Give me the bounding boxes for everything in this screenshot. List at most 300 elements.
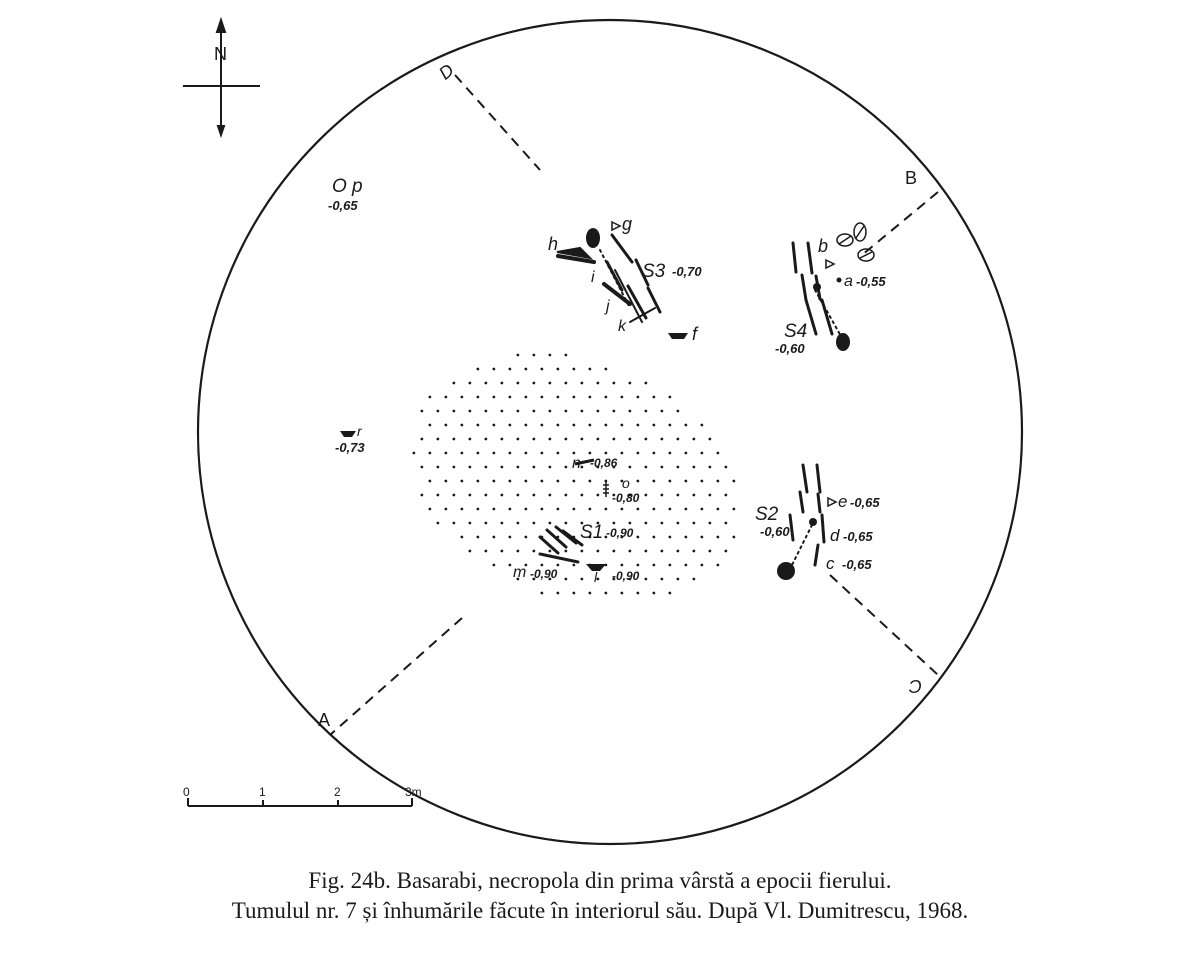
fragment-o	[603, 482, 609, 497]
stipple-dot	[612, 382, 615, 385]
stipple-dot	[484, 382, 487, 385]
stipple-dot	[548, 522, 551, 525]
find-a-dot	[837, 278, 842, 283]
burial-depth-s3: -0,70	[672, 264, 702, 279]
stipple-dot	[548, 438, 551, 441]
burial-depth-s2: -0,60	[760, 524, 790, 539]
stipple-dot	[660, 438, 663, 441]
stipple-dot	[548, 550, 551, 553]
stipple-dot	[628, 466, 631, 469]
stipple-dot	[684, 564, 687, 567]
stipple-dot	[564, 522, 567, 525]
stipple-dot	[700, 564, 703, 567]
stipple-dot	[692, 494, 695, 497]
stipple-dot	[476, 536, 479, 539]
stipple-dot	[572, 368, 575, 371]
stipple-dot	[732, 536, 735, 539]
stipple-dot	[676, 466, 679, 469]
stipple-dot	[556, 424, 559, 427]
stipple-dot	[604, 592, 607, 595]
stipple-dot	[644, 494, 647, 497]
stipple-dot	[620, 508, 623, 511]
find-label-f: f	[692, 324, 698, 344]
stipple-dot	[676, 494, 679, 497]
stipple-dot	[596, 382, 599, 385]
stipple-dot	[508, 508, 511, 511]
burial-label-s1: S1	[580, 522, 604, 543]
stipple-dot	[460, 508, 463, 511]
stipple-dot	[540, 508, 543, 511]
stipple-dot	[532, 438, 535, 441]
stipple-dot	[628, 550, 631, 553]
stipple-dot	[652, 424, 655, 427]
skeleton-s1	[540, 527, 582, 562]
stipple-dot	[564, 410, 567, 413]
section-line-d	[455, 75, 540, 170]
stipple-dot	[460, 424, 463, 427]
stipple-dot	[572, 452, 575, 455]
stipple-dot	[508, 536, 511, 539]
burial-label-s4: S4	[784, 321, 808, 342]
stipple-dot	[580, 550, 583, 553]
stipple-dot	[596, 438, 599, 441]
stipple-dot	[524, 480, 527, 483]
stipple-dot	[444, 508, 447, 511]
section-label-b: B	[905, 168, 918, 188]
stipple-dot	[444, 480, 447, 483]
stipple-dot	[644, 550, 647, 553]
stipple-dot	[516, 466, 519, 469]
vessel-f-icon	[668, 333, 688, 339]
section-line-b	[862, 192, 938, 255]
stipple-dot	[468, 494, 471, 497]
stipple-dot	[588, 424, 591, 427]
stipple-dot	[556, 480, 559, 483]
stipple-dot	[468, 522, 471, 525]
stipple-dot	[580, 438, 583, 441]
caption-line-1: Fig. 24b. Basarabi, necropola din prima vârstă a epocii fierului.	[308, 868, 892, 893]
find-label-c: c	[826, 554, 835, 573]
stipple-dot	[588, 508, 591, 511]
stipple-dot	[428, 508, 431, 511]
stipple-dot	[532, 494, 535, 497]
stipple-dot	[516, 550, 519, 553]
stipple-dot	[572, 592, 575, 595]
find-label-b: b	[818, 236, 829, 256]
stipple-dot	[532, 522, 535, 525]
stipple-dot	[564, 438, 567, 441]
stipple-dot	[468, 466, 471, 469]
triangle-g-icon	[612, 222, 620, 230]
stipple-dot	[644, 410, 647, 413]
find-label-g: g	[622, 214, 633, 234]
vessel-r-icon	[340, 431, 356, 437]
stipple-dot	[716, 508, 719, 511]
stipple-dot	[500, 522, 503, 525]
stipple-dot	[508, 368, 511, 371]
stipple-dot	[636, 592, 639, 595]
stipple-dot	[572, 396, 575, 399]
stipple-dot	[492, 396, 495, 399]
stipple-dot	[716, 536, 719, 539]
stipple-dot	[708, 438, 711, 441]
stipple-dot	[556, 452, 559, 455]
north-arrow-icon	[183, 20, 260, 135]
find-depth-c: -0,65	[842, 557, 872, 572]
stipple-dot	[724, 550, 727, 553]
stipple-dot	[668, 396, 671, 399]
stipple-dot	[540, 480, 543, 483]
stipple-dot	[524, 452, 527, 455]
scale-tick-3: 3m	[405, 785, 422, 799]
stipple-dot	[604, 368, 607, 371]
stipple-dot	[612, 438, 615, 441]
stipple-dot	[420, 494, 423, 497]
hatched-stones-icon	[837, 223, 874, 261]
stipple-dot	[492, 452, 495, 455]
stipple-dot	[596, 494, 599, 497]
burial-depth-s4: -0,60	[775, 341, 805, 356]
stipple-dot	[428, 424, 431, 427]
stipple-dot	[716, 452, 719, 455]
stipple-dot	[596, 550, 599, 553]
stipple-dot	[476, 424, 479, 427]
find-depth-o: -0,80	[612, 491, 640, 505]
stipple-dot	[668, 536, 671, 539]
stipple-dot	[676, 578, 679, 581]
stipple-dot	[692, 466, 695, 469]
find-depth-d: -0,65	[843, 529, 873, 544]
stipple-dot	[612, 550, 615, 553]
stipple-dot	[548, 382, 551, 385]
stipple-dot	[708, 466, 711, 469]
stipple-dot	[492, 508, 495, 511]
stipple-dot	[612, 522, 615, 525]
stipple-dot	[540, 368, 543, 371]
stipple-dot	[420, 410, 423, 413]
stipple-dot	[572, 564, 575, 567]
stipple-dot	[516, 354, 519, 357]
stipple-dot	[540, 564, 543, 567]
stipple-dot	[692, 522, 695, 525]
stipple-dot	[484, 466, 487, 469]
stipple-dot	[452, 494, 455, 497]
stipple-dot	[724, 494, 727, 497]
stipple-dot	[508, 480, 511, 483]
stipple-dot	[732, 508, 735, 511]
stipple-dot	[644, 438, 647, 441]
stipple-dot	[484, 494, 487, 497]
stipple-dot	[468, 438, 471, 441]
stipple-dot	[612, 410, 615, 413]
stipple-dot	[444, 396, 447, 399]
stipple-dot	[644, 522, 647, 525]
skeleton-s2	[777, 465, 824, 580]
find-label-d: d	[830, 526, 840, 545]
stipple-dot	[652, 564, 655, 567]
stipple-dot	[540, 592, 543, 595]
stipple-dot	[572, 424, 575, 427]
stipple-dot	[572, 508, 575, 511]
burial-depth-s1: -0,90	[606, 526, 634, 540]
scale-bar	[188, 798, 412, 806]
stipple-dot	[500, 494, 503, 497]
stipple-dot	[524, 424, 527, 427]
stipple-dot	[444, 452, 447, 455]
stipple-dot	[508, 564, 511, 567]
stipple-dot	[620, 396, 623, 399]
stipple-dot	[628, 438, 631, 441]
stipple-dot	[428, 480, 431, 483]
stipple-dot	[588, 592, 591, 595]
stipple-dot	[692, 550, 695, 553]
stipple-dot	[476, 480, 479, 483]
stipple-dot	[660, 578, 663, 581]
stipple-dot	[500, 438, 503, 441]
stipple-dot	[644, 578, 647, 581]
stipple-dot	[716, 480, 719, 483]
stipple-dot	[452, 410, 455, 413]
burial-label-s3: S3	[642, 261, 666, 282]
stipple-dot	[692, 438, 695, 441]
stipple-dot	[516, 410, 519, 413]
stipple-dot	[412, 452, 415, 455]
stipple-dot	[500, 550, 503, 553]
find-label-m: m	[513, 564, 527, 581]
stipple-dot	[508, 424, 511, 427]
stipple-dot	[620, 564, 623, 567]
find-label-h: h	[548, 234, 559, 254]
find-label-j: j	[606, 298, 610, 315]
triangle-e-icon	[828, 498, 836, 506]
stipple-dot	[676, 550, 679, 553]
stipple-dot	[588, 396, 591, 399]
stipple-dot	[564, 354, 567, 357]
stipple-dot	[700, 536, 703, 539]
stipple-dot	[540, 396, 543, 399]
stipple-dot	[620, 592, 623, 595]
stipple-dot	[636, 424, 639, 427]
find-label-p: O p	[332, 176, 363, 197]
find-label-l: l	[594, 569, 598, 585]
triangle-b-icon	[826, 260, 834, 268]
stipple-dot	[516, 382, 519, 385]
stipple-dot	[708, 494, 711, 497]
stipple-dot	[684, 424, 687, 427]
stipple-dot	[636, 396, 639, 399]
stipple-dot	[660, 522, 663, 525]
dotted-area	[412, 354, 735, 595]
stipple-dot	[556, 508, 559, 511]
stipple-dot	[484, 410, 487, 413]
find-label-o: o	[622, 475, 630, 491]
stipple-dot	[644, 466, 647, 469]
stipple-dot	[476, 368, 479, 371]
stipple-dot	[468, 382, 471, 385]
stipple-dot	[460, 396, 463, 399]
section-label-c: C	[909, 676, 922, 696]
stipple-dot	[716, 564, 719, 567]
stipple-dot	[676, 410, 679, 413]
stipple-dot	[628, 410, 631, 413]
stipple-dot	[500, 382, 503, 385]
section-line-c	[830, 575, 938, 675]
stipple-dot	[692, 578, 695, 581]
stipple-dot	[484, 522, 487, 525]
stipple-dot	[484, 550, 487, 553]
stipple-dot	[668, 424, 671, 427]
stipple-dot	[708, 550, 711, 553]
stipple-dot	[524, 368, 527, 371]
stipple-dot	[652, 480, 655, 483]
stipple-dot	[660, 494, 663, 497]
find-depth-m: -0,90	[530, 567, 558, 581]
stipple-dot	[476, 396, 479, 399]
stipple-dot	[540, 424, 543, 427]
section-lines	[330, 75, 938, 735]
stipple-dot	[652, 592, 655, 595]
find-depth-r: -0,73	[335, 440, 365, 455]
stipple-dot	[700, 480, 703, 483]
stipple-dot	[700, 424, 703, 427]
stipple-dot	[580, 494, 583, 497]
find-depth-e: -0,65	[850, 495, 880, 510]
stipple-dot	[604, 396, 607, 399]
stipple-dot	[508, 452, 511, 455]
find-depth-p: -0,65	[328, 198, 358, 213]
stipple-dot	[636, 480, 639, 483]
stipple-dot	[556, 564, 559, 567]
stipple-dot	[604, 452, 607, 455]
stipple-dot	[428, 452, 431, 455]
stipple-dot	[516, 438, 519, 441]
stipple-dot	[556, 396, 559, 399]
stipple-dot	[452, 522, 455, 525]
stipple-dot	[684, 508, 687, 511]
stipple-dot	[460, 480, 463, 483]
stipple-dot	[588, 480, 591, 483]
scale-tick-1: 1	[259, 785, 266, 799]
stipple-dot	[564, 578, 567, 581]
stipple-dot	[532, 466, 535, 469]
find-label-i: i	[591, 269, 595, 286]
stipple-dot	[524, 396, 527, 399]
stipple-dot	[548, 354, 551, 357]
stipple-dot	[524, 508, 527, 511]
stipple-dot	[620, 452, 623, 455]
stipple-dot	[564, 466, 567, 469]
stipple-dot	[420, 466, 423, 469]
stipple-dot	[492, 480, 495, 483]
stipple-dot	[556, 368, 559, 371]
stipple-dot	[700, 452, 703, 455]
find-depth-n: -0,86	[590, 456, 618, 470]
burial-label-s2: S2	[755, 504, 779, 525]
caption-line-2: Tumulul nr. 7 și înhumările făcute în interiorul său. După Vl. Dumitrescu, 1968.	[231, 898, 969, 923]
stipple-dot	[628, 382, 631, 385]
stipple-dot	[700, 508, 703, 511]
find-label-a: a	[844, 273, 853, 290]
stipple-dot	[676, 522, 679, 525]
stipple-dot	[636, 508, 639, 511]
find-depth-a: -0,55	[856, 274, 886, 289]
stipple-dot	[468, 410, 471, 413]
stipple-dot	[532, 354, 535, 357]
stipple-dot	[492, 424, 495, 427]
stipple-dot	[668, 592, 671, 595]
stipple-dot	[724, 466, 727, 469]
stipple-dot	[516, 494, 519, 497]
stipple-dot	[588, 452, 591, 455]
section-label-d: D	[434, 59, 458, 84]
stipple-dot	[668, 508, 671, 511]
stipple-dot	[668, 480, 671, 483]
stipple-dot	[540, 452, 543, 455]
stipple-dot	[660, 410, 663, 413]
find-depth-l: -0,90	[612, 569, 640, 583]
stipple-dot	[676, 438, 679, 441]
stipple-dot	[532, 382, 535, 385]
stipple-dot	[668, 564, 671, 567]
stipple-dot	[604, 424, 607, 427]
stipple-dot	[476, 452, 479, 455]
stipple-dot	[572, 480, 575, 483]
stipple-dot	[468, 550, 471, 553]
stipple-dot	[524, 536, 527, 539]
section-line-a	[330, 618, 462, 735]
stipple-dot	[476, 508, 479, 511]
stipple-dot	[596, 410, 599, 413]
stipple-dot	[580, 382, 583, 385]
stipple-dot	[548, 494, 551, 497]
stipple-dot	[724, 522, 727, 525]
stipple-dot	[620, 424, 623, 427]
stipple-dot	[564, 550, 567, 553]
stipple-dot	[732, 480, 735, 483]
stipple-dot	[604, 508, 607, 511]
stipple-dot	[628, 522, 631, 525]
stipple-dot	[636, 564, 639, 567]
stipple-dot	[460, 536, 463, 539]
stipple-dot	[636, 452, 639, 455]
stipple-dot	[644, 382, 647, 385]
stipple-dot	[588, 368, 591, 371]
find-label-n: n	[572, 455, 581, 472]
find-label-r: r	[357, 423, 362, 439]
stipple-dot	[652, 452, 655, 455]
stipple-dot	[436, 410, 439, 413]
stipple-dot	[636, 536, 639, 539]
stipple-dot	[508, 396, 511, 399]
stipple-dot	[492, 368, 495, 371]
stipple-dot	[436, 522, 439, 525]
stipple-dot	[452, 438, 455, 441]
stipple-dot	[684, 452, 687, 455]
stipple-dot	[564, 382, 567, 385]
stipple-dot	[660, 550, 663, 553]
stipple-dot	[564, 494, 567, 497]
stipple-dot	[500, 410, 503, 413]
stipple-dot	[532, 410, 535, 413]
stipple-dot	[484, 438, 487, 441]
section-label-a: A	[318, 710, 331, 730]
stipple-dot	[668, 452, 671, 455]
stipple-dot	[684, 480, 687, 483]
stipple-dot	[420, 438, 423, 441]
stipple-dot	[660, 466, 663, 469]
stipple-dot	[436, 494, 439, 497]
north-label: N	[214, 44, 227, 64]
